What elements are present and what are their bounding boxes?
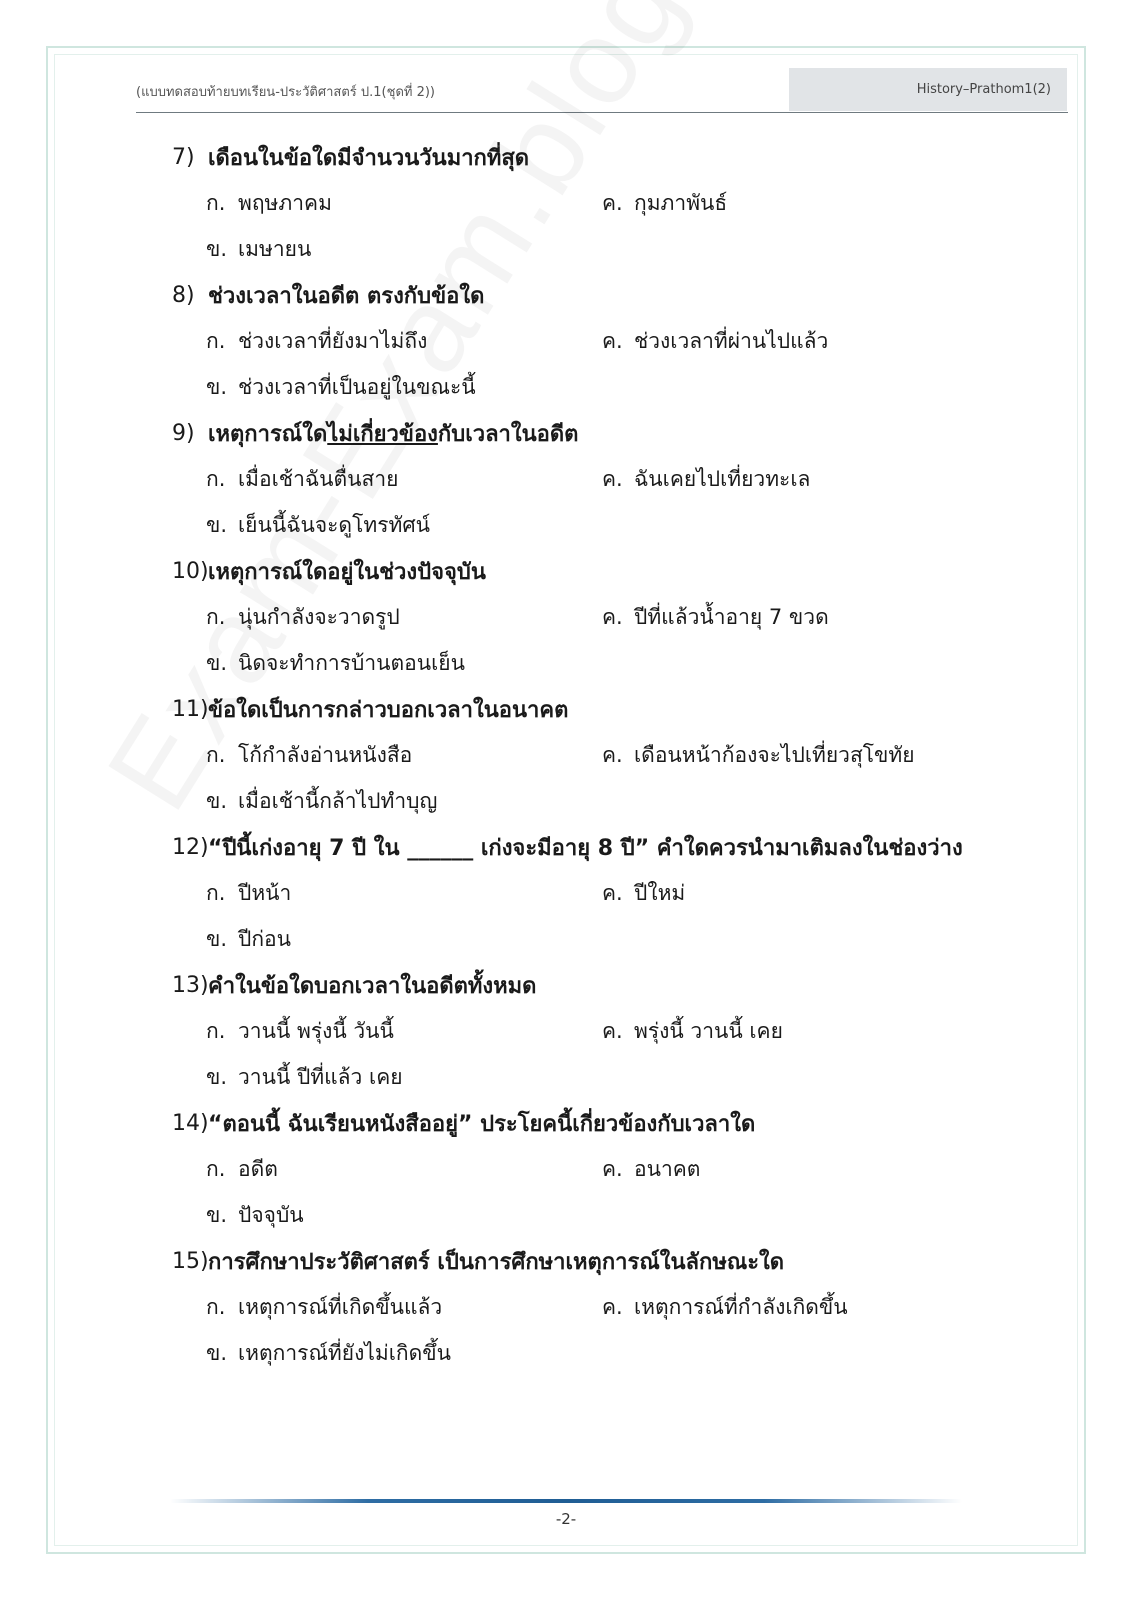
- question-text: ข้อใดเป็นการกล่าวบอกเวลาในอนาคต: [208, 697, 569, 723]
- question-number: 7): [172, 144, 195, 170]
- option-kh[interactable]: ข. ช่วงเวลาที่เป็นอยู่ในขณะนี้: [206, 374, 476, 399]
- question-text: “ตอนนี้ ฉันเรียนหนังสืออยู่” ประโยคนี้เกี่ยวข้องกับเวลาใด: [208, 1111, 756, 1137]
- option-row: [172, 456, 1032, 502]
- question-text: “ปีนี้เก่งอายุ 7 ปี ใน ______ เก่งจะมีอายุ 8 ปี” คำใดควรนำมาเติมลงในช่องว่าง: [208, 835, 963, 861]
- option-kh[interactable]: ข. นิดจะทำการบ้านตอนเย็น: [206, 650, 465, 675]
- option-row: [172, 1192, 1032, 1238]
- option-k[interactable]: ก. ปีหน้า: [206, 880, 292, 905]
- question-text: คำในข้อใดบอกเวลาในอดีตทั้งหมด: [208, 973, 537, 999]
- option-row: [172, 732, 1032, 778]
- option-kh[interactable]: ข. เมื่อเช้านี้กล้าไปทำบุญ: [206, 788, 438, 813]
- option-row: [172, 916, 1032, 962]
- page-number: -2-: [555, 1510, 577, 1528]
- option-kh[interactable]: ข. เย็นนี้ฉันจะดูโทรทัศน์: [206, 512, 431, 537]
- question-number: 10): [172, 558, 209, 584]
- footer-divider: [170, 1499, 962, 1503]
- option-kh[interactable]: ข. ปัจจุบัน: [206, 1202, 304, 1227]
- option-kk[interactable]: ค. ช่วงเวลาที่ผ่านไปแล้ว: [602, 328, 829, 353]
- option-k[interactable]: ก. เมื่อเช้าฉันตื่นสาย: [206, 466, 399, 491]
- question-text: เหตุการณ์ใดอยู่ในช่วงปัจจุบัน: [208, 559, 486, 585]
- question-9: [172, 410, 1032, 548]
- option-k[interactable]: ก. โก้กำลังอ่านหนังสือ: [206, 742, 413, 767]
- question-10: [172, 548, 1032, 686]
- option-kh[interactable]: ข. เหตุการณ์ที่ยังไม่เกิดขึ้น: [206, 1340, 451, 1365]
- question-number: 13): [172, 972, 209, 998]
- option-kh[interactable]: ข. เมษายน: [206, 236, 312, 261]
- question-number: 14): [172, 1110, 209, 1136]
- option-kk[interactable]: ค. เดือนหน้าก้องจะไปเที่ยวสุโขทัย: [602, 742, 915, 767]
- option-row: [172, 594, 1032, 640]
- question-stem: [172, 686, 1032, 732]
- question-stem: [172, 824, 1032, 870]
- option-row: [172, 1008, 1032, 1054]
- option-kk[interactable]: ค. ฉันเคยไปเที่ยวทะเล: [602, 466, 811, 491]
- question-stem: [172, 1100, 1032, 1146]
- option-kh[interactable]: ข. ปีก่อน: [206, 926, 292, 951]
- option-k[interactable]: ก. เหตุการณ์ที่เกิดขึ้นแล้ว: [206, 1294, 443, 1319]
- question-number: 8): [172, 282, 195, 308]
- question-stem: [172, 1238, 1032, 1284]
- option-k[interactable]: ก. ช่วงเวลาที่ยังมาไม่ถึง: [206, 328, 428, 353]
- option-row: [172, 1284, 1032, 1330]
- question-text-post: กับเวลาในอดีต: [437, 421, 579, 447]
- question-text-pre: เหตุการณ์ใด: [208, 421, 328, 447]
- question-12: [172, 824, 1032, 962]
- question-number: 9): [172, 420, 195, 446]
- option-kk[interactable]: ค. เหตุการณ์ที่กำลังเกิดขึ้น: [602, 1294, 848, 1319]
- question-8: [172, 272, 1032, 410]
- option-row: [172, 180, 1032, 226]
- question-number: 15): [172, 1248, 209, 1274]
- question-number: 12): [172, 834, 209, 860]
- question-stem: [172, 134, 1032, 180]
- option-row: [172, 640, 1032, 686]
- option-k[interactable]: ก. อดีต: [206, 1156, 278, 1181]
- question-list: [172, 134, 1032, 1376]
- option-kk[interactable]: ค. อนาคต: [602, 1156, 701, 1181]
- question-14: [172, 1100, 1032, 1238]
- question-text: การศึกษาประวัติศาสตร์ เป็นการศึกษาเหตุการณ์ในลักษณะใด: [208, 1249, 785, 1275]
- option-row: [172, 502, 1032, 548]
- option-row: [172, 364, 1032, 410]
- question-text: ช่วงเวลาในอดีต ตรงกับข้อใด: [208, 283, 485, 309]
- option-k[interactable]: ก. นุ่นกำลังจะวาดรูป: [206, 604, 400, 629]
- header-code: History–Prathom1(2): [789, 68, 1067, 111]
- question-7: [172, 134, 1032, 272]
- question-stem: [172, 548, 1032, 594]
- option-row: [172, 778, 1032, 824]
- option-kk[interactable]: ค. พรุ่งนี้ วานนี้ เคย: [602, 1018, 783, 1043]
- question-11: [172, 686, 1032, 824]
- option-row: [172, 1054, 1032, 1100]
- option-k[interactable]: ก. วานนี้ พรุ่งนี้ วันนี้: [206, 1018, 394, 1043]
- question-number: 11): [172, 696, 209, 722]
- option-row: [172, 1330, 1032, 1376]
- option-kh[interactable]: ข. วานนี้ ปีที่แล้ว เคย: [206, 1064, 403, 1089]
- option-row: [172, 870, 1032, 916]
- question-text-emphasis: ไม่เกี่ยวข้อง: [327, 421, 438, 447]
- question-15: [172, 1238, 1032, 1376]
- option-row: [172, 1146, 1032, 1192]
- option-kk[interactable]: ค. ปีที่แล้วน้ำอายุ 7 ขวด: [602, 604, 829, 629]
- option-row: [172, 318, 1032, 364]
- option-kk[interactable]: ค. กุมภาพันธ์: [602, 190, 728, 215]
- question-text: เดือนในข้อใดมีจำนวนวันมากที่สุด: [208, 145, 530, 171]
- option-kk[interactable]: ค. ปีใหม่: [602, 880, 686, 905]
- question-13: [172, 962, 1032, 1100]
- question-stem: [172, 272, 1032, 318]
- header-title: (แบบทดสอบท้ายบทเรียน-ประวัติศาสตร์ ป.1(ชุดที่ 2)): [136, 85, 435, 100]
- question-stem: [172, 962, 1032, 1008]
- question-stem: [172, 410, 1032, 456]
- option-k[interactable]: ก. พฤษภาคม: [206, 190, 332, 215]
- option-row: [172, 226, 1032, 272]
